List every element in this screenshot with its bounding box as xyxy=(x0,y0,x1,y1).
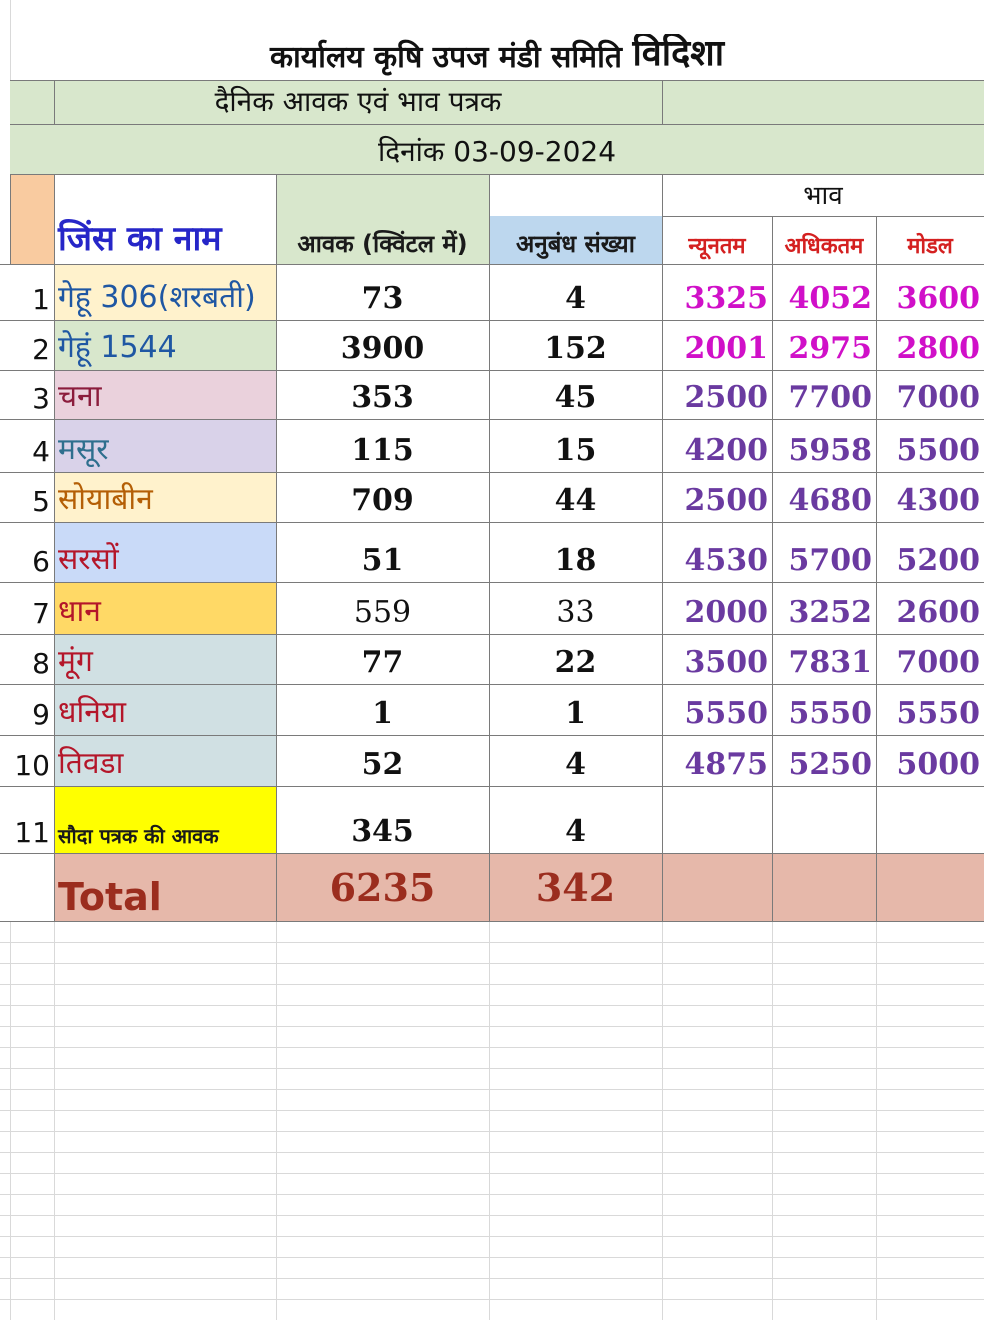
min-price: 3500 xyxy=(684,645,768,680)
grid-line xyxy=(276,921,277,1320)
grid-line xyxy=(0,1110,984,1111)
office-title xyxy=(10,34,984,80)
modal-price: 4300 xyxy=(896,483,980,518)
row-header-corner xyxy=(10,174,54,264)
total-arrival: 6235 xyxy=(329,864,436,910)
arrival-value: 115 xyxy=(351,433,414,468)
modal-price: 2600 xyxy=(896,595,980,630)
grid-line xyxy=(0,1026,984,1027)
grid-line xyxy=(0,963,984,964)
arrival-value: 77 xyxy=(361,645,404,680)
row-number: 6 xyxy=(32,545,50,578)
grid-line xyxy=(0,1236,984,1237)
modal-price: 5500 xyxy=(896,433,980,468)
office-city: विदिशा xyxy=(632,34,725,74)
report-title: दैनिक आवक एवं भाव पत्रक xyxy=(214,85,502,118)
min-price: 2500 xyxy=(684,483,768,518)
min-price: 4200 xyxy=(684,433,768,468)
max-price-header: अधिकतम xyxy=(784,234,864,259)
grid-line xyxy=(0,1047,984,1048)
arrival-value: 52 xyxy=(361,747,404,782)
commodity-name: तिवडा xyxy=(58,746,124,781)
grid-line xyxy=(0,1194,984,1195)
grid-line xyxy=(0,1089,984,1090)
total-contracts: 342 xyxy=(535,864,616,910)
commodity-name: सोयाबीन xyxy=(58,482,153,517)
min-price: 4875 xyxy=(684,747,768,782)
arrival-value: 1 xyxy=(372,696,393,731)
row-number: 7 xyxy=(32,597,50,630)
contracts-value: 44 xyxy=(554,483,597,518)
modal-price: 7000 xyxy=(896,645,980,680)
arrival-value: 73 xyxy=(361,281,404,316)
grid-line xyxy=(876,921,877,1320)
grid-line xyxy=(0,1131,984,1132)
contracts-value: 1 xyxy=(565,696,586,731)
arrival-value: 353 xyxy=(351,380,414,415)
max-price: 5550 xyxy=(788,696,872,731)
row-number: 8 xyxy=(32,647,50,680)
grid-line xyxy=(0,942,984,943)
row-number: 4 xyxy=(32,435,50,468)
grid-line xyxy=(10,174,11,264)
row-number: 5 xyxy=(32,485,50,518)
arrival-value: 345 xyxy=(351,814,414,849)
max-price: 2975 xyxy=(788,331,872,366)
commodity-header: जिंस का नाम xyxy=(58,219,222,259)
commodity-name: चना xyxy=(58,379,102,414)
row-number: 3 xyxy=(32,382,50,415)
grid-line xyxy=(0,1173,984,1174)
arrival-value: 51 xyxy=(361,543,404,578)
commodity-name: सौदा पत्रक की आवक xyxy=(58,824,219,848)
contracts-value: 15 xyxy=(554,433,597,468)
commodity-name: मूंग xyxy=(58,644,93,679)
grid-line xyxy=(54,921,55,1320)
total-label: Total xyxy=(58,875,162,919)
modal-price: 5200 xyxy=(896,543,980,578)
min-price: 2000 xyxy=(684,595,768,630)
contracts-value: 4 xyxy=(565,814,586,849)
commodity-name: गेहू 306(शरबती) xyxy=(58,280,256,315)
arrival-value: 3900 xyxy=(340,331,425,366)
min-price-header: न्यूनतम xyxy=(688,234,746,259)
contracts-value: 18 xyxy=(554,543,597,578)
contracts-value: 45 xyxy=(554,380,597,415)
grid-line xyxy=(0,1215,984,1216)
arrival-header: आवक (क्विंटल में) xyxy=(297,230,468,258)
modal-price: 3600 xyxy=(896,281,980,316)
price-group-header: भाव xyxy=(803,181,843,211)
min-price: 2500 xyxy=(684,380,768,415)
max-price: 7831 xyxy=(788,645,872,680)
grid-line xyxy=(0,984,984,985)
grid-line xyxy=(0,1257,984,1258)
min-price: 2001 xyxy=(684,331,768,366)
min-price: 4530 xyxy=(684,543,768,578)
commodity-name: गेहूं 1544 xyxy=(58,330,177,365)
min-price: 5550 xyxy=(684,696,768,731)
row-number: 10 xyxy=(14,749,50,782)
row-number: 11 xyxy=(14,816,50,849)
min-price xyxy=(662,786,772,853)
contracts-header: अनुबंध संख्या xyxy=(516,230,635,258)
max-price: 4680 xyxy=(788,483,872,518)
grid-line xyxy=(662,80,663,124)
office-name: कार्यालय कृषि उपज मंडी समिति xyxy=(269,40,622,75)
grid-line xyxy=(0,1299,984,1300)
contracts-value: 4 xyxy=(565,281,586,316)
contracts-value: 152 xyxy=(544,331,607,366)
grid-line xyxy=(0,921,984,922)
contracts-value: 4 xyxy=(565,747,586,782)
modal-price: 5000 xyxy=(896,747,980,782)
grid-line xyxy=(0,1278,984,1279)
contracts-value: 22 xyxy=(554,645,597,680)
modal-price xyxy=(876,786,984,853)
modal-price: 7000 xyxy=(896,380,980,415)
row-number: 1 xyxy=(32,283,50,316)
arrival-value: 559 xyxy=(353,595,412,630)
grid-line xyxy=(10,921,11,1320)
modal-price-header: मोडल xyxy=(907,234,953,259)
report-date: दिनांक 03-09-2024 xyxy=(377,135,617,168)
max-price: 7700 xyxy=(788,380,872,415)
arrival-value: 709 xyxy=(351,483,414,518)
max-price: 5958 xyxy=(788,433,872,468)
max-price: 5250 xyxy=(788,747,872,782)
row-number: 9 xyxy=(32,698,50,731)
min-price: 3325 xyxy=(684,281,768,316)
commodity-name: धनिया xyxy=(58,695,127,730)
max-price xyxy=(772,786,876,853)
total-price-fill xyxy=(662,853,984,921)
row-number: 2 xyxy=(32,333,50,366)
commodity-name: मसूर xyxy=(58,432,109,467)
commodity-name: धान xyxy=(58,594,101,629)
modal-price: 5550 xyxy=(896,696,980,731)
max-price: 4052 xyxy=(788,281,872,316)
modal-price: 2800 xyxy=(896,331,980,366)
max-price: 5700 xyxy=(788,543,872,578)
grid-line xyxy=(772,921,773,1320)
grid-line xyxy=(0,1005,984,1006)
grid-line xyxy=(662,921,663,1320)
grid-line xyxy=(0,1152,984,1153)
grid-line xyxy=(489,921,490,1320)
grid-line xyxy=(0,1068,984,1069)
commodity-name: सरसों xyxy=(58,542,119,577)
contracts-value: 33 xyxy=(556,595,595,630)
max-price: 3252 xyxy=(788,595,872,630)
